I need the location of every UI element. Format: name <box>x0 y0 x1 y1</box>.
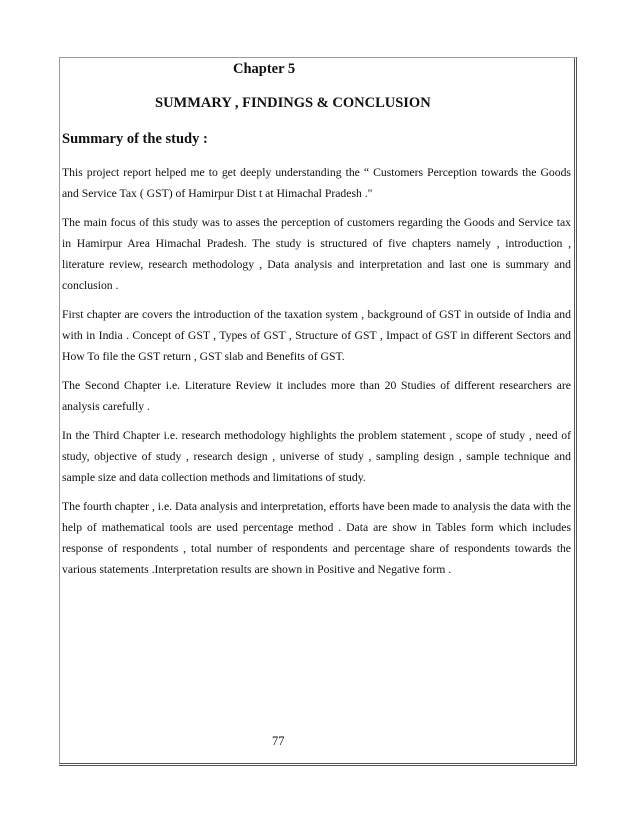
paragraph-main-focus: The main focus of this study was to asses the perception of customers regarding the Goods and Service tax in Hamirpur Area Himachal Pradesh. The study is structured of five chapters namely , introduction , literature review, research methodology , Data analysis and interpretation and last one is summary and conclusion . <box>62 216 571 292</box>
chapter-title: SUMMARY , FINDINGS & CONCLUSION <box>155 95 431 111</box>
paragraph-second-chapter: The Second Chapter i.e. Literature Review it includes more than 20 Studies of different researchers are analysis carefully . <box>62 379 571 413</box>
paragraph-first-chapter: First chapter are covers the introduction of the taxation system , background of GST in outside of India and with in India . Concept of GST , Types of GST , Structure of GST , Impact of GST in different Sectors and How To file the GST return , GST slab and Benefits of GST. <box>62 308 571 363</box>
section-heading: Summary of the study : <box>62 131 208 147</box>
page-number: 77 <box>272 734 285 748</box>
paragraph-third-chapter: In the Third Chapter i.e. research methodology highlights the problem statement , scope of study , need of study, objective of study , research design , universe of study , sampling design , sample technique and sample size and data collection methods and limitations of study. <box>62 429 571 484</box>
paragraph-intro: This project report helped me to get deeply understanding the “ Customers Perception towards the Goods and Service Tax ( GST) of Hamirpur Dist t at Himachal Pradesh ." <box>62 166 571 200</box>
chapter-number: Chapter 5 <box>233 61 296 77</box>
body-text <box>62 162 571 588</box>
paragraph-fourth-chapter: The fourth chapter , i.e. Data analysis and interpretation, efforts have been made to analysis the data with the help of mathematical tools are used percentage method . Data are show in Tables form which includes response of respondents , total number of respondents and percentage share of respondents towards the various statements .Interpretation results are shown in Positive and Negative form . <box>62 500 571 576</box>
